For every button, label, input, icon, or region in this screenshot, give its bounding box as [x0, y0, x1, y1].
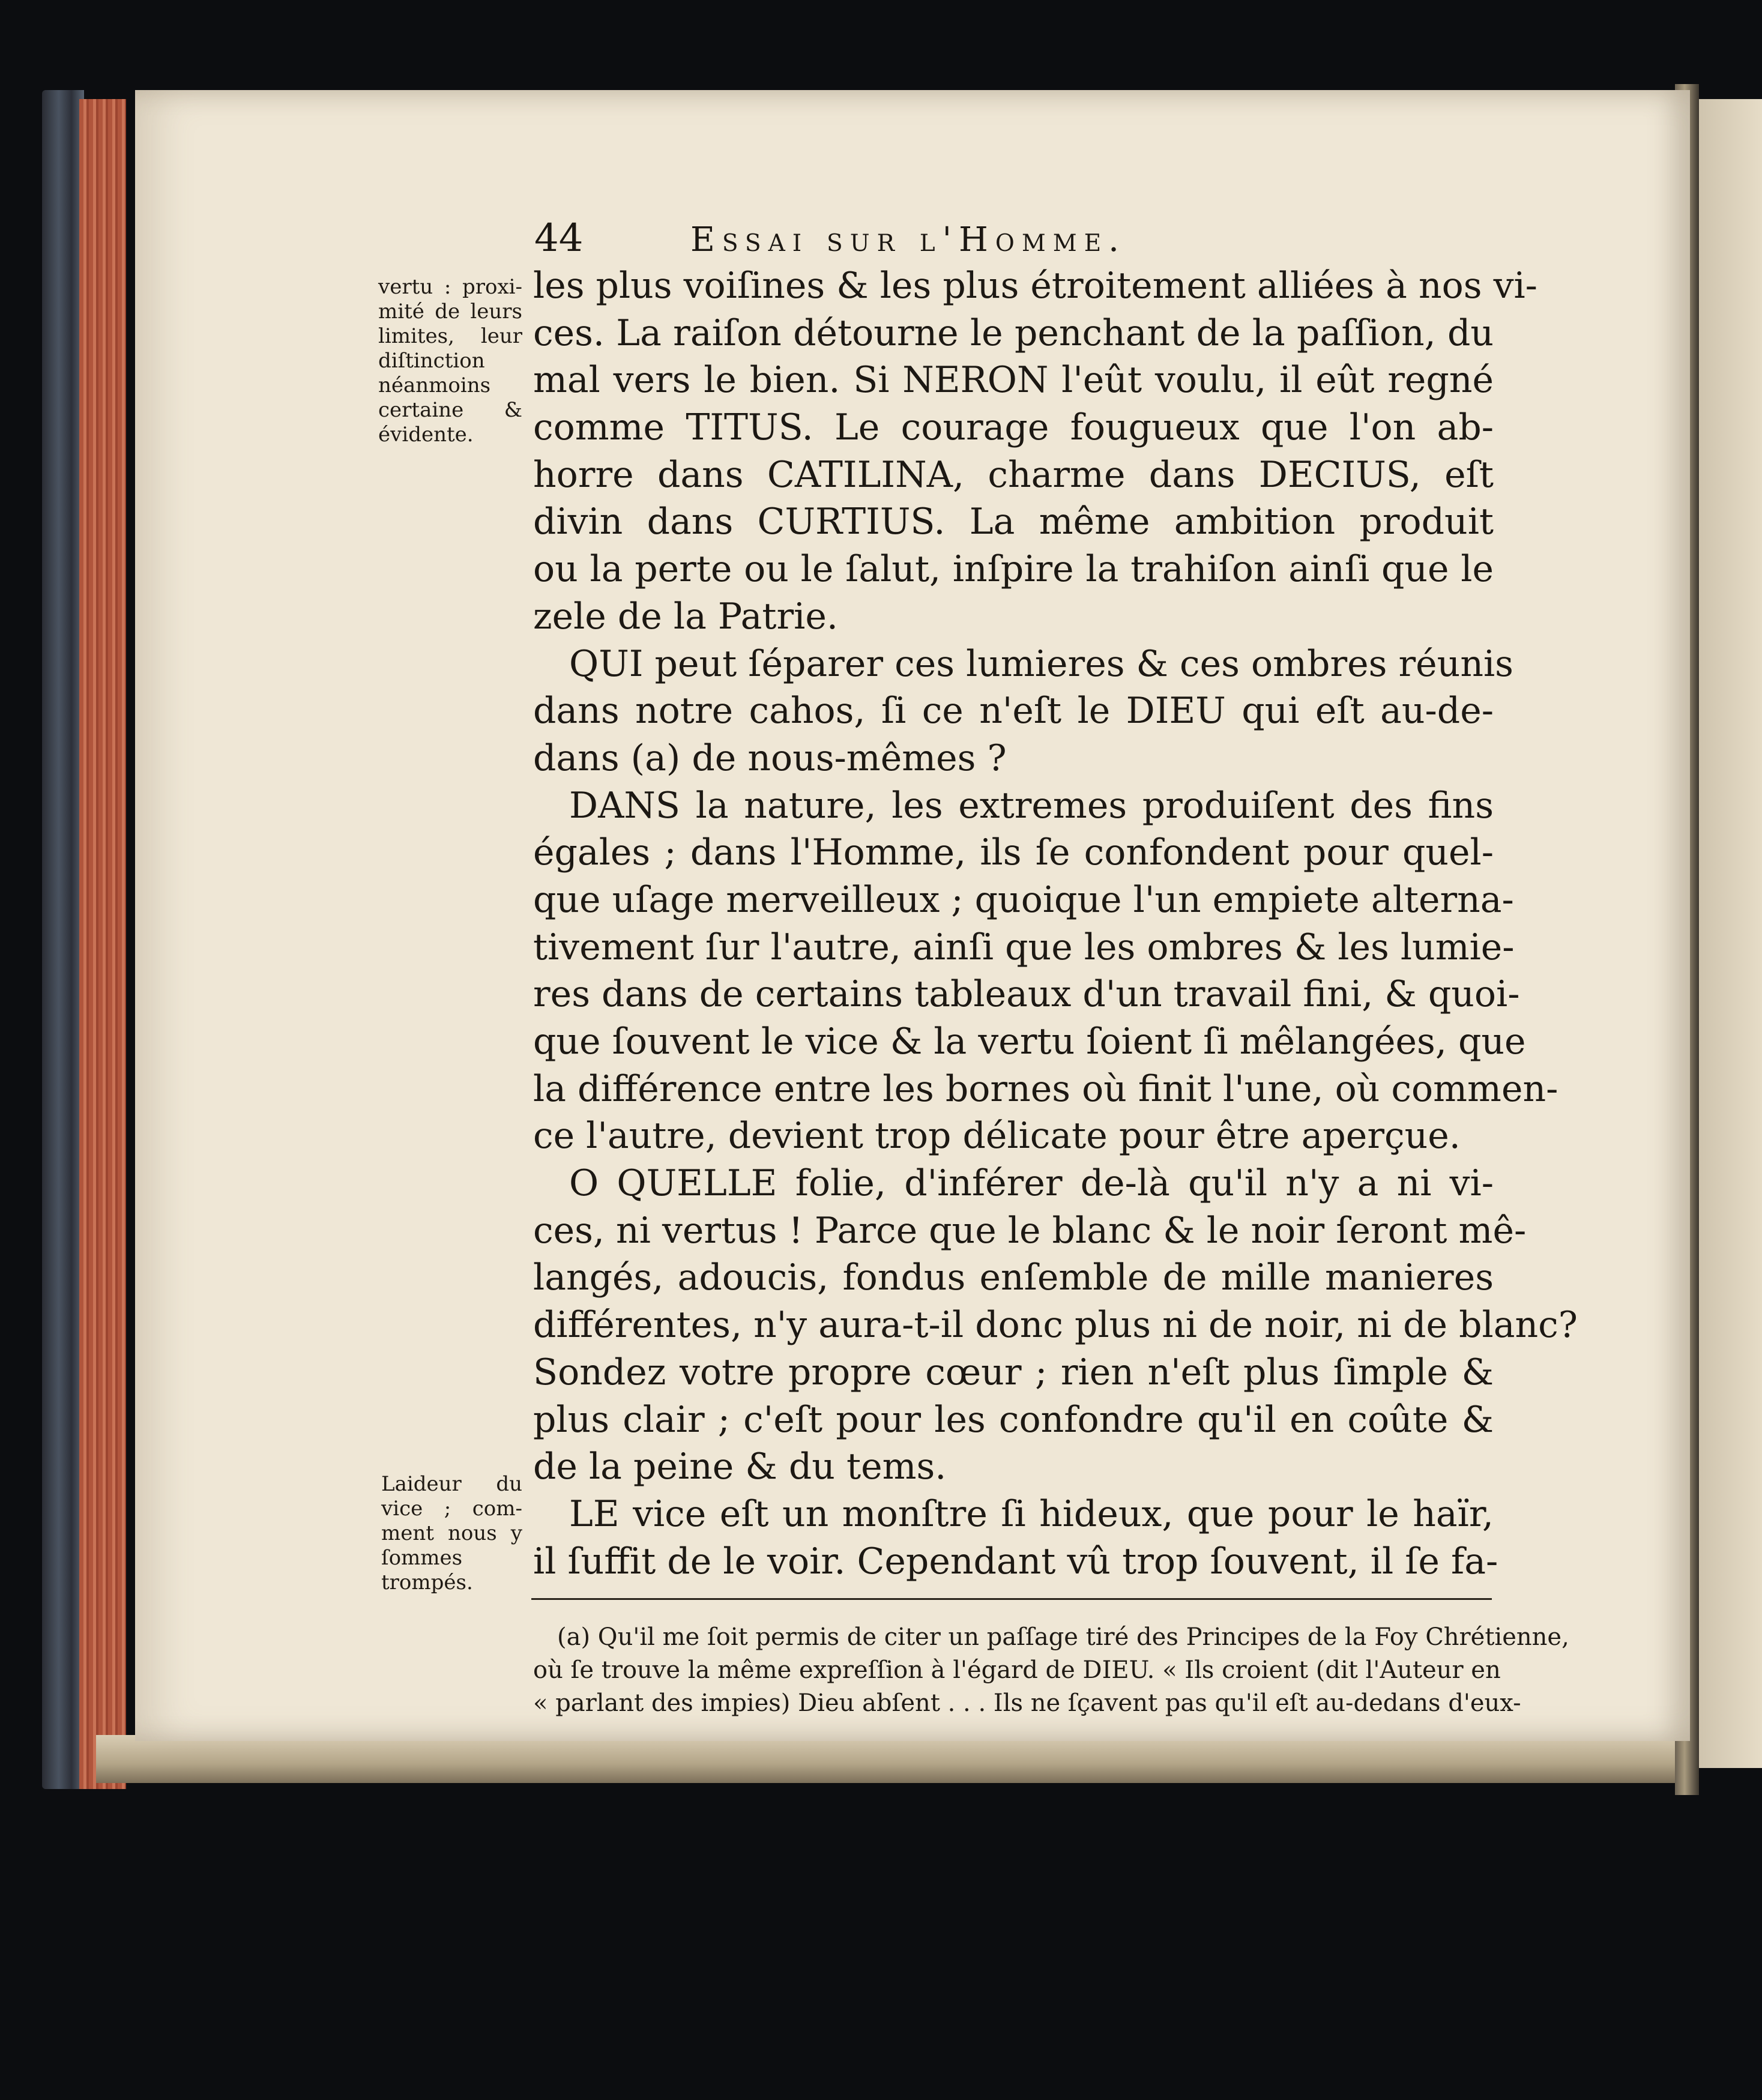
sidenote-line: évidente.: [378, 423, 474, 447]
body-line: langés, adoucis, fondus enſemble de mille manieres: [533, 1257, 1494, 1299]
body-line: ou la perte ou le ſalut, inſpire la trahiſon ainſi que le: [533, 548, 1494, 591]
body-line: QUI peut ſéparer ces lumieres & ces ombres réunis: [569, 642, 1513, 685]
sidenote-line: mité de leurs: [378, 300, 522, 324]
sidenote-line: certaine &: [378, 398, 522, 422]
running-head: Essai sur l'Homme.: [690, 220, 1126, 259]
sidenote-line: diſtinction: [378, 349, 485, 373]
body-line: ce l'autre, devient trop délicate pour être aperçue.: [533, 1115, 1461, 1157]
footnote-rule: [531, 1598, 1492, 1600]
body-line: horre dans CATILINA, charme dans DECIUS, eſt: [533, 453, 1494, 496]
body-line: égales ; dans l'Homme, ils ſe confondent pour quel-: [533, 831, 1494, 874]
sidenote-line: trompés.: [381, 1570, 473, 1595]
body-line: que ſouvent le vice & la vertu ſoient ſi mêlangées, que: [533, 1021, 1526, 1063]
body-line: il ſuffit de le voir. Cependant vû trop ſouvent, il ſe fa-: [533, 1540, 1498, 1583]
body-line: les plus voiſines & les plus étroitement alliées à nos vi-: [533, 265, 1537, 307]
sidenote-virtue: [378, 275, 522, 447]
page-stack: [96, 1735, 1675, 1783]
body-line: divin dans CURTIUS. La même ambition produit: [533, 501, 1494, 543]
body-line: dans notre cahos, ſi ce n'eſt le DIEU qui eſt au-de-: [533, 690, 1494, 732]
sidenote-line: Laideur du: [381, 1472, 522, 1496]
body-line: ces. La raiſon détourne le penchant de la paſſion, du: [533, 312, 1494, 354]
sidenote-line: néanmoins: [378, 373, 491, 397]
body-line: dans (a) de nous-mêmes ?: [533, 737, 1007, 779]
body-line: comme TITUS. Le courage fougueux que l'on ab-: [533, 406, 1494, 449]
body-line: différentes, n'y aura-t-il donc plus ni de noir, ni de blanc?: [533, 1304, 1578, 1347]
footnote-line: « parlant des impies) Dieu abſent . . . Ils ne ſçavent pas qu'il eſt au-dedans d'eux-: [533, 1689, 1521, 1717]
sidenote-line: limites, leur: [378, 324, 522, 348]
sidenote-line: vertu : proxi-: [378, 275, 522, 299]
marbled-cover: [42, 90, 84, 1789]
facing-page: [1699, 99, 1762, 1768]
body-line: Sondez votre propre cœur ; rien n'eſt plus ſimple &: [533, 1351, 1494, 1393]
footnote-line: (a) Qu'il me ſoit permis de citer un paſſage tiré des Principes de la Foy Chrétienne,: [557, 1623, 1569, 1651]
body-line: ces, ni vertus ! Parce que le blanc & le noir ſeront mê-: [533, 1209, 1527, 1252]
body-line: tivement ſur l'autre, ainſi que les ombres & les lumie-: [533, 926, 1515, 968]
main-text: [533, 262, 1578, 1585]
body-line: res dans de certains tableaux d'un travail fini, & quoi-: [533, 973, 1520, 1016]
body-line: de la peine & du tems.: [533, 1446, 947, 1488]
body-line: O QUELLE folie, d'inférer de-là qu'il n'y a ni vi-: [569, 1162, 1494, 1205]
red-page-edges: [79, 99, 126, 1789]
body-line: LE vice eſt un monſtre ſi hideux, que pour le haïr,: [569, 1492, 1494, 1535]
page-number: 44: [534, 216, 584, 261]
sidenote-line: ment nous y: [381, 1521, 522, 1545]
body-line: la différence entre les bornes où finit l'une, où commen-: [533, 1067, 1558, 1110]
footnotes: [533, 1621, 1569, 1720]
body-line: zele de la Patrie.: [533, 595, 838, 638]
body-line: DANS la nature, les extremes produiſent des fins: [569, 784, 1494, 827]
body-line: que uſage merveilleux ; quoique l'un empiete alterna-: [533, 878, 1514, 921]
body-line: mal vers le bien. Si NERON l'eût voulu, il eût regné: [533, 359, 1494, 402]
sidenote-vice: [381, 1472, 522, 1595]
body-line: plus clair ; c'eſt pour les confondre qu'il en coûte &: [533, 1398, 1494, 1441]
sidenote-line: ſommes: [381, 1546, 463, 1570]
page-header: [534, 216, 1495, 261]
footnote-line: où ſe trouve la même expreſſion à l'égard de DIEU. « Ils croient (dit l'Auteur en: [533, 1656, 1501, 1684]
sidenote-line: vice ; com-: [381, 1497, 522, 1521]
